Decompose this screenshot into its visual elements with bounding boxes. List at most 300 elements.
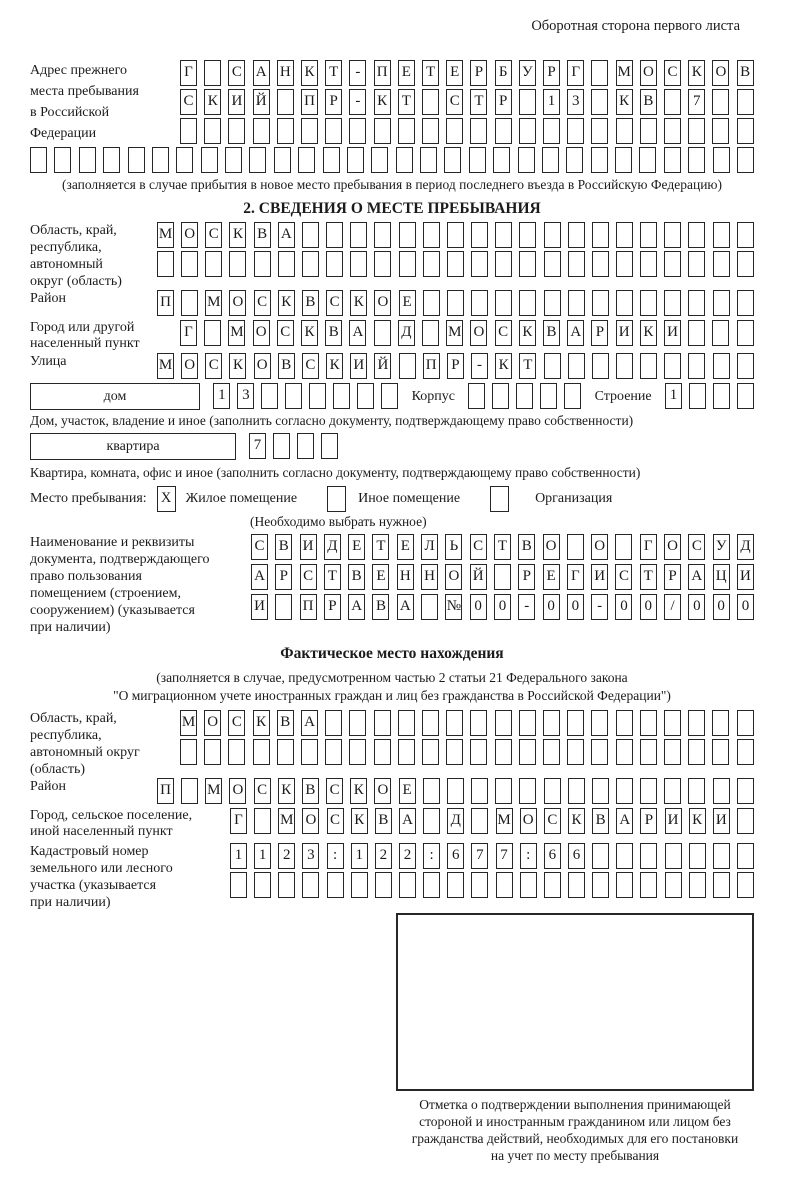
char-cell: В [325, 320, 342, 346]
char-cell [567, 739, 584, 765]
district-cells [157, 290, 754, 316]
char-cell: В [592, 808, 609, 834]
text-line: гражданства действий, необходимых для его постановки [411, 1131, 739, 1146]
char-cell [495, 290, 512, 316]
char-cell [640, 843, 657, 869]
char-cell: В [302, 778, 319, 804]
char-cell: М [616, 60, 633, 86]
char-cell [664, 251, 681, 277]
char-cell [422, 118, 439, 144]
char-cell: И [616, 320, 633, 346]
char-cell: 7 [471, 843, 488, 869]
char-cell: Г [180, 60, 197, 86]
char-cell: 0 [737, 594, 754, 620]
char-cell: В [254, 222, 271, 248]
char-cell [176, 147, 193, 173]
char-cell: О [254, 353, 271, 379]
char-cell [494, 564, 511, 590]
char-cell [713, 383, 730, 409]
char-cell [616, 843, 633, 869]
char-cell: Р [470, 60, 487, 86]
char-cell: А [688, 564, 705, 590]
char-cell [446, 118, 463, 144]
char-cell [204, 60, 221, 86]
char-cell [447, 251, 464, 277]
char-cell [423, 222, 440, 248]
char-cell [712, 89, 729, 115]
char-cell: К [253, 710, 270, 736]
char-cell [640, 739, 657, 765]
region-row-1 [157, 222, 754, 248]
char-cell [273, 433, 290, 459]
checkbox-organization [490, 486, 509, 512]
text-line: (заполняется в случае, предусмотренном частью 2 статьи 21 Федерального закона [156, 670, 628, 685]
char-cell [495, 251, 512, 277]
char-cell [301, 118, 318, 144]
char-cell [688, 353, 705, 379]
char-cell: 7 [249, 433, 266, 459]
char-cell [640, 353, 657, 379]
text-line: Область, край, [30, 711, 117, 726]
prev-address-row-1 [180, 60, 754, 86]
char-cell [298, 147, 315, 173]
char-cell [591, 147, 608, 173]
char-cell: Д [447, 808, 464, 834]
document-row-2 [251, 564, 754, 590]
char-cell [357, 383, 374, 409]
char-cell: В [640, 89, 657, 115]
stay-type-row [30, 486, 754, 512]
char-cell: С [326, 778, 343, 804]
char-cell [616, 353, 633, 379]
char-cell [396, 147, 413, 173]
actual-location-title: Фактическое место нахождения [280, 645, 504, 662]
char-cell: К [301, 320, 318, 346]
char-cell [519, 290, 536, 316]
char-cell [737, 353, 754, 379]
char-cell [181, 290, 198, 316]
city-cells [180, 320, 754, 346]
char-cell: О [229, 290, 246, 316]
char-cell [568, 222, 585, 248]
choose-note: (Необходимо выбрать нужное) [250, 514, 427, 529]
char-cell: 2 [399, 843, 416, 869]
char-cell [468, 383, 485, 409]
char-cell: Е [398, 60, 415, 86]
char-cell: С [302, 353, 319, 379]
char-cell: С [180, 89, 197, 115]
prev-address-label [30, 60, 180, 144]
char-cell [180, 739, 197, 765]
char-cell [568, 251, 585, 277]
char-cell: : [327, 843, 344, 869]
char-cell: С [544, 808, 561, 834]
text-line: в Российской [30, 105, 110, 120]
checkbox-residential: X [157, 486, 176, 512]
cadastre-block [30, 843, 754, 911]
char-cell: 0 [713, 594, 730, 620]
char-cell: Д [398, 320, 415, 346]
char-cell [567, 710, 584, 736]
char-cell: 3 [567, 89, 584, 115]
cadastre-rows [230, 843, 754, 898]
char-cell [664, 710, 681, 736]
char-cell [420, 147, 437, 173]
char-cell [204, 739, 221, 765]
char-cell: 7 [496, 843, 513, 869]
char-cell: О [640, 60, 657, 86]
char-cell: М [228, 320, 245, 346]
char-cell [640, 872, 657, 898]
cadastre-label [30, 843, 230, 911]
char-cell [568, 872, 585, 898]
char-cell [374, 118, 391, 144]
char-cell [277, 89, 294, 115]
char-cell [664, 778, 681, 804]
char-cell: М [278, 808, 295, 834]
char-cell [592, 353, 609, 379]
text-line: "О миграционном учете иностранных граждан и лиц без гражданства в Российской Федерации") [113, 688, 671, 703]
char-cell [374, 739, 391, 765]
char-cell [444, 147, 461, 173]
char-cell: - [591, 594, 608, 620]
char-cell: С [254, 778, 271, 804]
document-label [30, 534, 251, 636]
char-cell [325, 739, 342, 765]
char-cell [519, 739, 536, 765]
char-cell [230, 872, 247, 898]
char-cell: Т [372, 534, 389, 560]
char-cell: Е [399, 290, 416, 316]
char-cell: К [278, 290, 295, 316]
char-cell: Е [446, 60, 463, 86]
region2-row-1 [180, 710, 754, 736]
street-cells [157, 353, 754, 379]
region-label [30, 222, 157, 290]
char-cell: О [229, 778, 246, 804]
char-cell: В [543, 320, 560, 346]
char-cell [204, 320, 221, 346]
char-cell [688, 710, 705, 736]
apartment-row [30, 433, 754, 460]
char-cell: П [374, 60, 391, 86]
text-line: Отметка о подтверждении выполнения принимающей [419, 1097, 731, 1112]
text-line: Кадастровый номер [30, 844, 149, 859]
char-cell [323, 147, 340, 173]
char-cell: Д [324, 534, 341, 560]
stamp-area [396, 913, 754, 1091]
text-line: при наличии) [30, 895, 111, 910]
char-cell [446, 710, 463, 736]
char-cell [544, 251, 561, 277]
char-cell [249, 147, 266, 173]
char-cell [469, 147, 486, 173]
text-line: Адрес прежнего [30, 63, 127, 78]
char-cell [688, 118, 705, 144]
char-cell [152, 147, 169, 173]
text-line: Город или другой [30, 320, 135, 335]
prev-address-row-2 [180, 89, 754, 115]
char-cell [543, 118, 560, 144]
char-cell [471, 778, 488, 804]
text-line: места пребывания [30, 84, 139, 99]
char-cell: К [326, 353, 343, 379]
char-cell [664, 118, 681, 144]
city-label [30, 320, 180, 351]
region2-rows [180, 710, 754, 765]
house-row [30, 383, 754, 410]
char-cell: У [713, 534, 730, 560]
city2-label [30, 808, 230, 839]
char-cell [737, 147, 754, 173]
text-line: помещением (строением, [30, 586, 181, 601]
char-cell: 6 [447, 843, 464, 869]
char-cell: 3 [302, 843, 319, 869]
char-cell [495, 710, 512, 736]
char-cell [542, 147, 559, 173]
char-cell [615, 147, 632, 173]
char-cell [616, 251, 633, 277]
char-cell: И [591, 564, 608, 590]
char-cell [375, 872, 392, 898]
char-cell [79, 147, 96, 173]
char-cell: : [520, 843, 537, 869]
char-cell [228, 739, 245, 765]
char-cell [713, 843, 730, 869]
char-cell [616, 872, 633, 898]
street-row [30, 353, 754, 379]
char-cell: Р [447, 353, 464, 379]
char-cell [399, 353, 416, 379]
char-cell [471, 808, 488, 834]
char-cell: - [518, 594, 535, 620]
char-cell [229, 251, 246, 277]
char-cell: С [446, 89, 463, 115]
char-cell [350, 251, 367, 277]
char-cell: С [228, 710, 245, 736]
char-cell [737, 320, 754, 346]
char-cell [568, 778, 585, 804]
char-cell: А [278, 222, 295, 248]
char-cell [615, 534, 632, 560]
char-cell: К [301, 60, 318, 86]
char-cell: Ц [713, 564, 730, 590]
char-cell [471, 251, 488, 277]
char-cell [447, 872, 464, 898]
char-cell [544, 290, 561, 316]
char-cell [640, 222, 657, 248]
char-cell [591, 60, 608, 86]
char-cell [664, 222, 681, 248]
char-cell: Р [543, 60, 560, 86]
char-cell [371, 147, 388, 173]
char-cell: Р [325, 89, 342, 115]
region-block [30, 222, 754, 290]
char-cell: С [495, 320, 512, 346]
char-cell: К [568, 808, 585, 834]
char-cell [566, 147, 583, 173]
char-cell [544, 778, 561, 804]
char-cell [349, 739, 366, 765]
char-cell [592, 843, 609, 869]
text-line: Область, край, [30, 223, 117, 238]
char-cell [225, 147, 242, 173]
text-line: документа, подтверждающего [30, 552, 210, 567]
text-line: земельного или лесного [30, 861, 173, 876]
char-cell: 0 [688, 594, 705, 620]
char-cell [592, 872, 609, 898]
char-cell [564, 383, 581, 409]
char-cell: И [713, 808, 730, 834]
char-cell [737, 710, 754, 736]
char-cell [689, 872, 706, 898]
char-cell [277, 118, 294, 144]
char-cell [423, 778, 440, 804]
char-cell [712, 118, 729, 144]
char-cell [325, 710, 342, 736]
char-cell: Р [275, 564, 292, 590]
char-cell: В [518, 534, 535, 560]
char-cell: К [278, 778, 295, 804]
char-cell [327, 872, 344, 898]
char-cell [544, 222, 561, 248]
char-cell [351, 872, 368, 898]
option-label-other-premises: Иное помещение [358, 491, 461, 506]
cadastre-row-1 [230, 843, 754, 869]
char-cell: Г [230, 808, 247, 834]
char-cell: Р [640, 808, 657, 834]
char-cell: Б [495, 60, 512, 86]
char-cell: К [351, 808, 368, 834]
char-cell [447, 290, 464, 316]
char-cell [349, 118, 366, 144]
char-cell: К [495, 353, 512, 379]
checkbox-other-premises [327, 486, 346, 512]
char-cell [713, 290, 730, 316]
prev-address-row-4 [30, 147, 754, 173]
char-cell [544, 353, 561, 379]
char-cell: И [664, 320, 681, 346]
char-cell: - [349, 60, 366, 86]
char-cell: Д [737, 534, 754, 560]
char-cell [471, 290, 488, 316]
text-line: населенный пункт [30, 335, 140, 351]
char-cell [591, 710, 608, 736]
prev-address-rows [180, 60, 754, 144]
char-cell [180, 118, 197, 144]
char-cell: М [446, 320, 463, 346]
char-cell [737, 778, 754, 804]
char-cell: О [374, 290, 391, 316]
document-row-1 [251, 534, 754, 560]
char-cell: Е [397, 534, 414, 560]
char-cell [616, 739, 633, 765]
char-cell: К [640, 320, 657, 346]
char-cell: И [350, 353, 367, 379]
char-cell: К [229, 353, 246, 379]
char-cell [713, 778, 730, 804]
char-cell: А [301, 710, 318, 736]
char-cell [592, 251, 609, 277]
text-line: сооружением) (указывается [30, 603, 195, 618]
char-cell: П [157, 778, 174, 804]
document-row-3 [251, 594, 754, 620]
text-line: при наличии) [30, 620, 111, 635]
char-cell [301, 739, 318, 765]
char-cell: О [374, 778, 391, 804]
char-cell [470, 118, 487, 144]
korpus-label: Корпус [411, 389, 455, 404]
char-cell [640, 290, 657, 316]
char-cell: Й [470, 564, 487, 590]
char-cell [665, 843, 682, 869]
char-cell [254, 251, 271, 277]
char-cell [592, 222, 609, 248]
text-line: республика, [30, 728, 102, 743]
char-cell [737, 118, 754, 144]
char-cell: В [737, 60, 754, 86]
char-cell [398, 118, 415, 144]
char-cell: П [300, 594, 317, 620]
char-cell [713, 222, 730, 248]
char-cell [157, 251, 174, 277]
char-cell [495, 778, 512, 804]
char-cell: К [689, 808, 706, 834]
char-cell: М [157, 222, 174, 248]
char-cell [326, 222, 343, 248]
char-cell: К [350, 778, 367, 804]
char-cell [374, 710, 391, 736]
char-cell [568, 353, 585, 379]
char-cell: Ь [445, 534, 462, 560]
char-cell [616, 222, 633, 248]
char-cell: 2 [278, 843, 295, 869]
char-cell [423, 808, 440, 834]
char-cell: 1 [351, 843, 368, 869]
prev-address-block [30, 60, 754, 144]
text-line: право пользования [30, 569, 142, 584]
stay-type-label: Место пребывания: [30, 491, 147, 506]
char-cell: В [372, 594, 389, 620]
char-cell: 3 [237, 383, 254, 409]
char-cell [737, 872, 754, 898]
char-cell: К [688, 60, 705, 86]
char-cell: М [180, 710, 197, 736]
district-row [30, 290, 754, 316]
region-rows [157, 222, 754, 277]
char-cell [274, 147, 291, 173]
char-cell [713, 251, 730, 277]
char-cell [544, 872, 561, 898]
char-cell [422, 710, 439, 736]
char-cell: 0 [543, 594, 560, 620]
char-cell: К [519, 320, 536, 346]
char-cell: О [543, 534, 560, 560]
char-cell [689, 843, 706, 869]
char-cell [540, 383, 557, 409]
char-cell: В [275, 534, 292, 560]
char-cell: 0 [494, 594, 511, 620]
char-cell: Т [422, 60, 439, 86]
char-cell [495, 118, 512, 144]
char-cell [616, 118, 633, 144]
char-cell [285, 383, 302, 409]
char-cell [688, 778, 705, 804]
char-cell [398, 710, 415, 736]
char-cell: А [616, 808, 633, 834]
char-cell [422, 320, 439, 346]
char-cell [495, 739, 512, 765]
